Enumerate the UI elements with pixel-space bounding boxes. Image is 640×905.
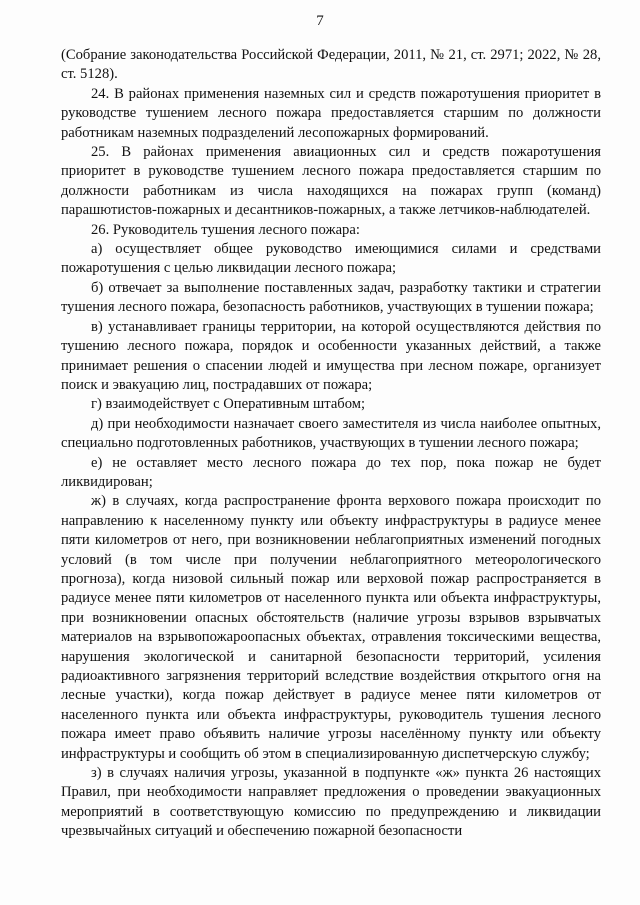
paragraph-24: 24. В районах применения наземных сил и средств пожаротушения приоритет в руководстве тушением лесного пожара предоставляется старшим по должности работникам наземных подразделений лесопожарных формирований. (61, 85, 601, 141)
page-number: 7 (316, 13, 324, 29)
subparagraph-e: е) не оставляет место лесного пожара до тех пор, пока пожар не будет ликвидирован; (61, 454, 601, 490)
subparagraph-v: в) устанавливает границы территории, на которой осуществляются действия по тушению лесного пожара, порядок и особенности указанных действий, а также принимает решения о спасении людей и имущества при лесном пожаре, организует поиск и эвакуацию лиц, пострадавших от пожара; (61, 318, 601, 393)
subparagraph-a: а) осуществляет общее руководство имеющимися силами и средствами пожаротушения с целью ликвидации лесного пожара; (61, 241, 601, 277)
subparagraph-b: б) отвечает за выполнение поставленных задач, разработку тактики и стратегии тушения лесного пожара, безопасность работников, участвующих в тушении пожара; (61, 279, 601, 316)
paragraph-26-heading: 26. Руководитель тушения лесного пожара: (91, 221, 360, 238)
paragraph-source-citation: (Собрание законодательства Российской Федерации, 2011, № 21, ст. 2971; 2022, № 28, ст. 5128). (61, 47, 601, 83)
subparagraph-d: д) при необходимости назначает своего заместителя из числа наиболее опытных, специально подготовленных работников, участвующих в тушении лесного пожара; (61, 415, 601, 452)
subparagraph-zh: ж) в случаях, когда распространение фронта верхового пожара происходит по направлению к населенному пункту или объекту инфраструктуры в радиусе менее пяти километров от него, при возникновении неблагоприятных изменений погодных условий (в том числе при получении неблагоприятного метеорологического прогноза), когда низовой сильный пожар или верховой пожар распространяется в радиусе менее пяти километров от населенного пункта или объекта инфраструктуры, при возникновении опасных обстоятельств (наличие угрозы взрывов взрывчатых материалов на взрывопожароопасных объектах, отравления токсическими вещества, нарушения экологической и санитарной безопасности территорий, усиления радиоактивного загрязнения территорий вследствие воздействия открытого огня на лесные участки), когда пожар действует в радиусе менее пяти километров от населенного пункта или объекта инфраструктуры, руководитель тушения лесного пожара имеет право объявить наличие угрозы населённому пункту или объекту инфраструктуры и сообщить об этом в специализированную диспетчерскую службу; (61, 493, 601, 762)
document-body (61, 46, 601, 842)
paragraph-25: 25. В районах применения авиационных сил и средств пожаротушения приоритет в руководстве тушением лесного пожара предоставляется старшим по должности работникам из числа находящихся на пожарах групп (команд) парашютистов-пожарных и десантников-пожарных, а также летчиков-наблюдателей. (61, 144, 601, 219)
subparagraph-z: з) в случаях наличия угрозы, указанной в подпункте «ж» пункта 26 настоящих Правил, при необходимости направляет предложения о проведении эвакуационных мероприятий в соответствующую комиссию по предупреждению и ликвидации чрезвычайных ситуаций и обеспечению пожарной безопасности (61, 765, 601, 840)
subparagraph-g: г) взаимодействует с Оперативным штабом; (91, 396, 366, 413)
